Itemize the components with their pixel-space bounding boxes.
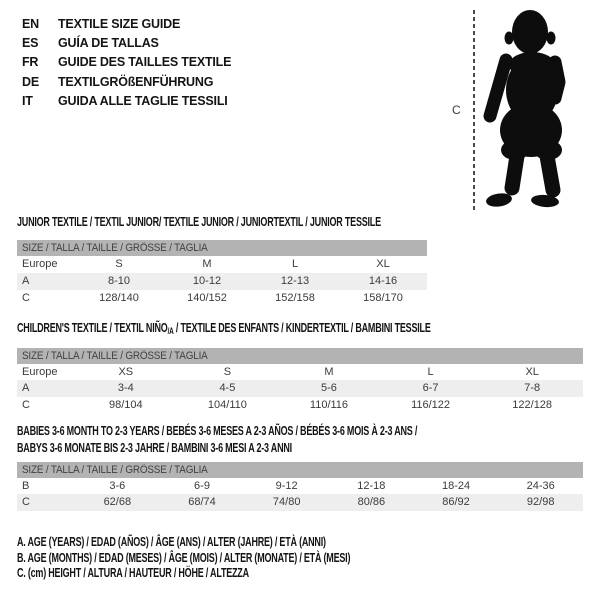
children-heading-text <box>17 320 431 340</box>
age-cell: 7-8 <box>524 382 541 395</box>
height-cell: 140/152 <box>187 292 227 304</box>
height-cell: 86/92 <box>442 496 470 509</box>
babies-heading-line2-wrap <box>17 440 573 457</box>
size-cell: S <box>223 366 232 378</box>
row-label: Europe <box>22 366 58 378</box>
babies-heading-line2: BABYS 3-6 MONATE BIS 2-3 JAHRE / BAMBINI 3-6 MESI A 2-3 ANNI <box>17 440 292 455</box>
children-size-table <box>17 348 583 413</box>
language-title: TEXTILE SIZE GUIDE <box>58 17 181 31</box>
row-label: C <box>22 398 30 411</box>
height-measure-label: C <box>452 103 461 117</box>
babies-section-heading <box>17 423 573 456</box>
children-heading-pre: CHILDREN'S TEXTILE / TEXTIL NIÑO <box>17 321 168 335</box>
size-bar-label: SIZE / TALLA / TAILLE / GRÖSSE / TAGLIA <box>22 242 208 254</box>
row-label: B <box>22 480 30 492</box>
age-cell: 3-4 <box>117 382 134 395</box>
height-cell: 122/128 <box>512 398 553 411</box>
language-title: TEXTILGRÖßENFÜHRUNG <box>58 74 214 89</box>
language-code: FR <box>22 55 39 70</box>
babies-heading-line1: BABIES 3-6 MONTH TO 2-3 YEARS / BEBÉS 3-6 MESES A 2-3 AÑOS / BÉBÉS 3-6 MOIS À 2-3 ANS / <box>17 424 418 438</box>
table-row-height <box>17 397 583 413</box>
age-cell: 6-7 <box>422 382 439 395</box>
height-cell: 152/158 <box>275 292 315 304</box>
size-cell: XS <box>118 366 134 378</box>
age-cell: 12-18 <box>357 480 386 492</box>
table-row-europe <box>17 256 427 273</box>
height-cell: 110/116 <box>309 398 349 411</box>
children-section-heading <box>17 320 591 340</box>
junior-section-heading <box>17 214 522 231</box>
babies-heading-line1-wrap <box>17 423 573 440</box>
row-label: Europe <box>22 258 58 270</box>
age-cell: 24-36 <box>526 480 555 492</box>
footnote-c: C. (cm) HEIGHT / ALTURA / HAUTEUR / HÖHE / ALTEZZA <box>17 566 249 580</box>
age-cell: 4-5 <box>219 382 236 395</box>
footnote-c-wrap <box>17 566 480 582</box>
language-title: GUIDE DES TAILLES TEXTILE <box>58 55 232 70</box>
size-bar <box>17 462 583 478</box>
height-cell: 68/74 <box>188 496 216 509</box>
footnote-b-wrap <box>17 551 480 567</box>
junior-size-table <box>17 240 427 307</box>
size-bar-label: SIZE / TALLA / TAILLE / GRÖSSE / TAGLIA <box>22 350 208 362</box>
height-cell: 80/86 <box>357 496 386 509</box>
language-code: EN <box>22 17 39 31</box>
table-row-height <box>17 290 427 307</box>
height-cell: 128/140 <box>99 292 139 304</box>
table-row-age-months <box>17 478 583 494</box>
toddler-silhouette-icon <box>479 8 595 212</box>
footnote-a: A. AGE (YEARS) / EDAD (AÑOS) / ÂGE (ANS) / ALTER (JAHRE) / ETÀ (ANNI) <box>17 535 326 549</box>
language-code: ES <box>22 36 39 51</box>
row-label: A <box>22 275 30 287</box>
size-cell: M <box>202 258 212 270</box>
row-label: C <box>22 496 30 509</box>
size-cell: XL <box>376 258 390 270</box>
age-cell: 12-13 <box>280 275 310 287</box>
height-cell: 104/110 <box>207 398 247 411</box>
age-cell: 18-24 <box>441 480 471 492</box>
age-cell: 8-10 <box>107 275 131 287</box>
junior-heading-text: JUNIOR TEXTILE / TEXTIL JUNIOR/ TEXTILE JUNIOR / JUNIORTEXTIL / JUNIOR TESSILE <box>17 215 381 229</box>
size-cell: S <box>115 258 123 270</box>
children-heading-sub: /A <box>167 326 174 336</box>
height-dashed-line <box>473 10 475 212</box>
size-cell: M <box>324 366 334 378</box>
height-cell: 74/80 <box>272 496 301 509</box>
height-cell: 98/104 <box>108 398 143 411</box>
table-row-age <box>17 380 583 396</box>
footnote-b: B. AGE (MONTHS) / EDAD (MESES) / ÂGE (MOIS) / ALTER (MONATE) / ETÀ (MESI) <box>17 550 351 565</box>
children-heading-post: / TEXTILE DES ENFANTS / KINDERTEXTIL / BAMBINI TESSILE <box>173 321 431 335</box>
height-cell: 62/68 <box>103 496 132 509</box>
age-cell: 14-16 <box>368 275 398 287</box>
table-row-europe <box>17 364 583 380</box>
language-title: GUÍA DE TALLAS <box>58 36 159 51</box>
table-row-age <box>17 273 427 290</box>
age-cell: 9-12 <box>275 480 298 492</box>
row-label: C <box>22 292 30 304</box>
age-cell: 3-6 <box>109 480 126 492</box>
height-cell: 92/98 <box>526 496 555 509</box>
table-row-height <box>17 494 583 510</box>
language-code: DE <box>22 74 39 89</box>
size-cell: XL <box>525 366 539 378</box>
row-label: A <box>22 382 30 395</box>
babies-size-table <box>17 462 583 511</box>
age-cell: 10-12 <box>192 275 222 287</box>
size-cell: L <box>291 258 299 270</box>
height-cell: 116/122 <box>411 398 451 411</box>
language-title: GUIDA ALLE TAGLIE TESSILI <box>58 93 228 108</box>
language-code: IT <box>22 93 33 108</box>
footnote-a-wrap <box>17 535 480 551</box>
size-bar-label: SIZE / TALLA / TAILLE / GRÖSSE / TAGLIA <box>22 464 208 476</box>
height-cell: 158/170 <box>363 292 403 304</box>
age-cell: 6-9 <box>194 480 210 492</box>
size-bar <box>17 348 583 364</box>
size-cell: L <box>427 366 434 378</box>
height-measure-figure <box>0 0 600 215</box>
size-bar <box>17 240 427 256</box>
footnote-legend <box>17 535 480 582</box>
age-cell: 5-6 <box>321 382 337 395</box>
